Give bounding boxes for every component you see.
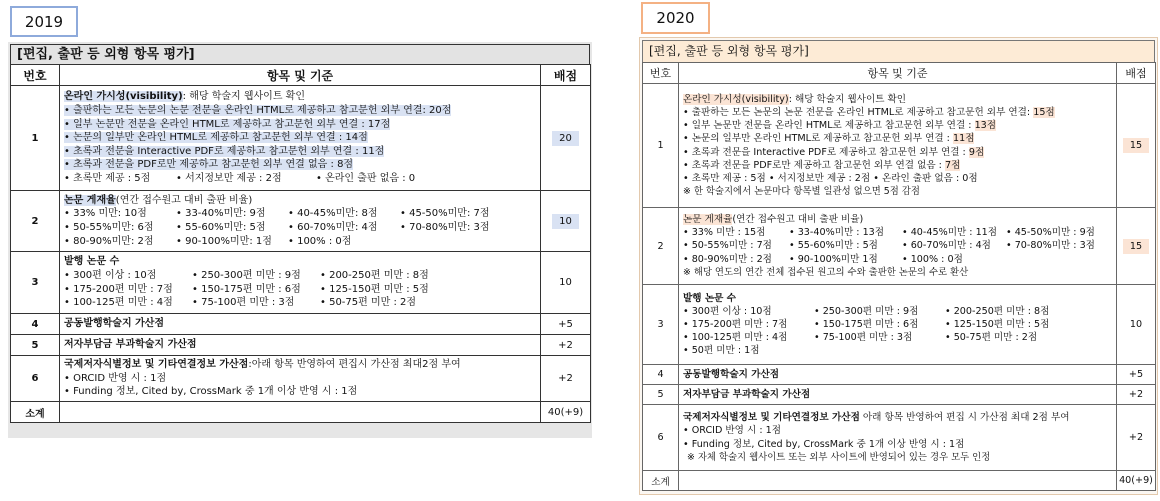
table-row: [643, 385, 1156, 405]
header-criteria: 항목 및 기준: [60, 65, 541, 86]
criteria-option: • 100% : 0점: [902, 253, 963, 265]
item-heading-detail: : 해당 학술지 웹사이트 확인: [182, 91, 306, 103]
item-heading-detail: 아래 항목 반영하여 편집 시 가산점 최대 2점 부여: [859, 412, 1070, 424]
row-number: 1: [643, 84, 679, 208]
table-row: [11, 335, 591, 356]
criteria-option: • 50-75편 미만 : 2점: [320, 297, 417, 309]
table-row: [11, 314, 591, 335]
criteria-points: 11점: [952, 133, 975, 145]
item-heading: 국제저자식별정보 및 기타연결정보 가산점: [64, 359, 249, 371]
criteria-option: • 33% 미만 : 15점: [683, 227, 766, 239]
criteria-option: • 45-50%미만 : 9점: [1006, 227, 1095, 239]
score-value: +2: [541, 335, 591, 356]
item-heading: 논문 게재율: [683, 214, 733, 226]
criteria-cell: [679, 208, 1117, 285]
year-label-2019: 2019: [10, 6, 78, 37]
item-heading: 논문 게재율: [64, 194, 116, 206]
row-number: 5: [11, 335, 60, 356]
criteria-option: • 60-70%미만 : 4점: [902, 240, 991, 252]
table-title: [편집, 출판 등 외형 항목 평가]: [10, 44, 590, 64]
score-cell: [541, 86, 591, 191]
criteria-option: • 70-80%미만: 3점: [400, 222, 490, 233]
total-row: [11, 402, 591, 423]
criteria-option: • 90-100%미만: 1점: [176, 235, 272, 247]
criteria-line: • 논문의 일부만 온라인 HTML로 제공하고 참고문헌 외부 연결 :: [683, 133, 953, 145]
criteria-option: • 40-45%미만 : 11점: [902, 227, 998, 239]
score-value: +2: [541, 356, 591, 402]
criteria-line: • 출판하는 모든 논문의 논문 전문을 온라인 HTML로 제공하고 참고문헌 외부 연결:: [683, 107, 1034, 119]
header-criteria: 항목 및 기준: [679, 63, 1117, 84]
criteria-option: • 33% 미만: 10점: [64, 208, 147, 220]
score-value: 15: [1123, 138, 1149, 153]
criteria-option: • 90-100%미만 1점: [789, 253, 878, 265]
evaluation-table-2020: [639, 37, 1158, 495]
criteria-line: • 초록과 전문을 PDF로만 제공하고 참고문헌 외부 연결 없음 :: [683, 159, 945, 171]
header-no: 번호: [643, 63, 679, 84]
row-number: 3: [11, 252, 60, 314]
total-score: 40(+9): [541, 402, 591, 423]
criteria-points: 11점: [361, 145, 385, 157]
criteria-line: • Funding 정보, Cited by, CrossMark 중 1개 이상 반영 시 : 1점: [683, 438, 965, 450]
row-number: 2: [11, 191, 60, 252]
total-label: 소계: [11, 402, 60, 423]
criteria-option: • 150-175편 미만 : 6점: [814, 318, 919, 330]
row-number: 2: [643, 208, 679, 285]
criteria-cell: [679, 84, 1117, 208]
criteria-option: • 40-45%미만: 8점: [288, 208, 378, 220]
criteria-line: • 출판하는 모든 논문의 논문 전문을 온라인 HTML로 제공하고 참고문헌 외부 연결:: [64, 105, 430, 117]
criteria-option: • 70-80%미만 : 3점: [1006, 240, 1095, 252]
criteria-option: • 55-60%미만: 5점: [176, 222, 266, 233]
item-heading: 발행 논문 수: [64, 256, 120, 268]
row-number: 1: [11, 86, 60, 191]
table-title: [편집, 출판 등 외형 항목 평가]: [642, 40, 1155, 62]
year-label-2020: 2020: [641, 2, 710, 34]
criteria-option: • 125-150편 미만 : 5점: [945, 318, 1050, 330]
row-number: 3: [643, 285, 679, 365]
header-score: 배점: [541, 65, 591, 86]
score-value: 20: [552, 131, 579, 146]
score-value: 15: [1123, 239, 1149, 254]
item-heading: 저자부담금 부과학술지 가산점: [679, 385, 1117, 405]
criteria-option: • 150-175편 미만 : 6점: [192, 283, 301, 295]
criteria-cell: [60, 252, 541, 314]
row-number: 6: [643, 405, 679, 471]
criteria-option: • 50-55%미만 : 7점: [683, 240, 772, 252]
criteria-line: • 초록과 전문을 Interactive PDF로 제공하고 참고문헌 외부 연결 :: [683, 146, 969, 158]
criteria-line: • 논문의 일부만 온라인 HTML로 제공하고 참고문헌 외부 연결 :: [64, 132, 346, 144]
table-row: [11, 252, 591, 314]
item-heading: 온라인 가시성(visibility): [64, 91, 183, 103]
criteria-points: 17점: [367, 118, 391, 130]
header-row: [11, 65, 591, 86]
table-row: [643, 208, 1156, 285]
criteria-option: • 서지정보만 제공 : 2점: [176, 172, 282, 184]
item-heading-detail: (연간 접수원고 대비 출판 비율): [732, 214, 864, 226]
criteria-option: • 60-70%미만: 4점: [288, 222, 378, 233]
criteria-cell: [60, 356, 541, 402]
criteria-points: 7점: [944, 159, 961, 171]
criteria-option: • 200-250편 미만 : 8점: [945, 305, 1050, 317]
score-value: +2: [1117, 405, 1156, 471]
item-heading-detail: :아래 항목 반영하여 편집시 가산점 최대2점 부여: [248, 359, 461, 371]
criteria-option: • 100% : 0점: [288, 235, 352, 247]
criteria-option: • 33-40%미만: 9점: [176, 208, 266, 220]
evaluation-table-2019: [8, 42, 592, 438]
criteria-line: • 일부 논문만 전문을 온라인 HTML로 제공하고 참고문헌 외부 연결 :: [64, 118, 368, 130]
criteria-option: • 50편 미만 : 1점: [683, 345, 760, 357]
criteria-line: • ORCID 반영 시 : 1점: [64, 372, 167, 384]
criteria-option: • 300편 이상 : 10점: [64, 269, 157, 281]
score-cell: [1117, 84, 1156, 208]
criteria-line: • 초록만 제공 : 5점 • 서지정보만 제공 : 2점 • 온라인 출판 없음 : 0점: [683, 172, 978, 184]
criteria-table: [642, 62, 1156, 491]
criteria-option: • 125-150편 미만 : 5점: [320, 283, 429, 295]
item-heading-detail: (연간 접수원고 대비 출판 비율): [115, 194, 253, 206]
total-score: 40(+9): [1117, 471, 1156, 491]
criteria-option: • 초록만 제공 : 5점: [64, 172, 151, 184]
total-row: [643, 471, 1156, 491]
criteria-cell: [679, 405, 1117, 471]
criteria-option: • 75-100편 미만 : 3점: [814, 332, 913, 344]
criteria-points: 13점: [974, 120, 997, 132]
criteria-option: • 33-40%미만 : 13점: [789, 227, 885, 239]
score-value: 10: [552, 214, 579, 229]
criteria-note: ※ 자체 학술지 웹사이트 또는 외부 사이트에 반영되어 있는 경우 모두 인정: [687, 451, 991, 463]
criteria-line: • 일부 논문만 전문을 온라인 HTML로 제공하고 참고문헌 외부 연결 :: [683, 120, 975, 132]
criteria-cell: [60, 191, 541, 252]
table-row: [11, 86, 591, 191]
criteria-note: ※ 해당 연도의 연간 전체 접수된 원고의 수와 출판한 논문의 수로 환산: [683, 266, 969, 278]
header-no: 번호: [11, 65, 60, 86]
score-value: +2: [1117, 385, 1156, 405]
criteria-option: • 55-60%미만 : 5점: [789, 240, 878, 252]
criteria-option: • 100-125편 미만 : 4점: [683, 332, 788, 344]
table-row: [643, 84, 1156, 208]
score-value: 10: [1117, 285, 1156, 365]
row-number: 4: [11, 314, 60, 335]
table-row: [643, 365, 1156, 385]
item-heading: 저자부담금 부과학술지 가산점: [60, 335, 541, 356]
table-row: [643, 285, 1156, 365]
criteria-option: • 80-90%미만: 2점: [64, 235, 154, 247]
criteria-points: 14점: [345, 132, 368, 144]
total-label: 소계: [643, 471, 679, 491]
header-row: [643, 63, 1156, 84]
row-number: 5: [643, 385, 679, 405]
score-value: 10: [541, 252, 591, 314]
score-value: +5: [1117, 365, 1156, 385]
item-heading: 온라인 가시성(visibility): [683, 94, 789, 106]
score-cell: [541, 191, 591, 252]
criteria-points: 15점: [1033, 107, 1055, 119]
table-row: [11, 356, 591, 402]
criteria-option: • 온라인 출판 없음 : 0: [316, 172, 416, 184]
item-heading-detail: : 해당 학술지 웹사이트 확인: [788, 94, 907, 106]
criteria-option: • 175-200편 미만 : 7점: [64, 283, 173, 295]
criteria-line: • 초록과 전문을 Interactive PDF로 제공하고 참고문헌 외부 연결 :: [64, 145, 362, 157]
criteria-table: [10, 64, 591, 423]
criteria-points: 8점: [337, 159, 354, 171]
score-cell: [1117, 208, 1156, 285]
criteria-option: • 250-300편 미만 : 9점: [814, 305, 919, 317]
criteria-points: 20점: [429, 105, 452, 117]
criteria-option: • 100-125편 미만 : 4점: [64, 297, 173, 309]
criteria-line: • 초록과 전문을 PDF로만 제공하고 참고문헌 외부 연결 없음 :: [64, 159, 338, 171]
header-score: 배점: [1117, 63, 1156, 84]
criteria-note: ※ 한 학술지에서 논문마다 항목별 일관성 없으면 5점 감점: [683, 185, 920, 197]
criteria-option: • 200-250편 미만 : 8점: [320, 269, 429, 281]
criteria-option: • 300편 이상 : 10점: [683, 305, 772, 317]
item-heading: 공동발행학술지 가산점: [679, 365, 1117, 385]
criteria-option: • 50-75편 미만 : 2점: [945, 332, 1038, 344]
row-number: 6: [11, 356, 60, 402]
row-number: 4: [643, 365, 679, 385]
criteria-option: • 75-100편 미만 : 3점: [192, 297, 295, 309]
criteria-cell: [679, 285, 1117, 365]
score-value: +5: [541, 314, 591, 335]
criteria-line: • ORCID 반영 시 : 1점: [683, 425, 781, 437]
criteria-line: • Funding 정보, Cited by, CrossMark 중 1개 이상 반영 시 : 1점: [64, 386, 358, 398]
criteria-option: • 50-55%미만: 6점: [64, 222, 154, 233]
table-row: [11, 191, 591, 252]
criteria-points: 9점: [968, 146, 985, 158]
item-heading: 공동발행학술지 가산점: [60, 314, 541, 335]
criteria-cell: [60, 86, 541, 191]
criteria-option: • 45-50%미만: 7점: [400, 208, 490, 220]
item-heading: 국제저자식별정보 및 기타연결정보 가산점: [683, 412, 860, 424]
criteria-option: • 250-300편 미만 : 9점: [192, 269, 301, 281]
criteria-option: • 80-90%미만 : 2점: [683, 253, 772, 265]
table-row: [643, 405, 1156, 471]
criteria-option: • 175-200편 미만 : 7점: [683, 318, 788, 330]
item-heading: 발행 논문 수: [683, 292, 737, 304]
